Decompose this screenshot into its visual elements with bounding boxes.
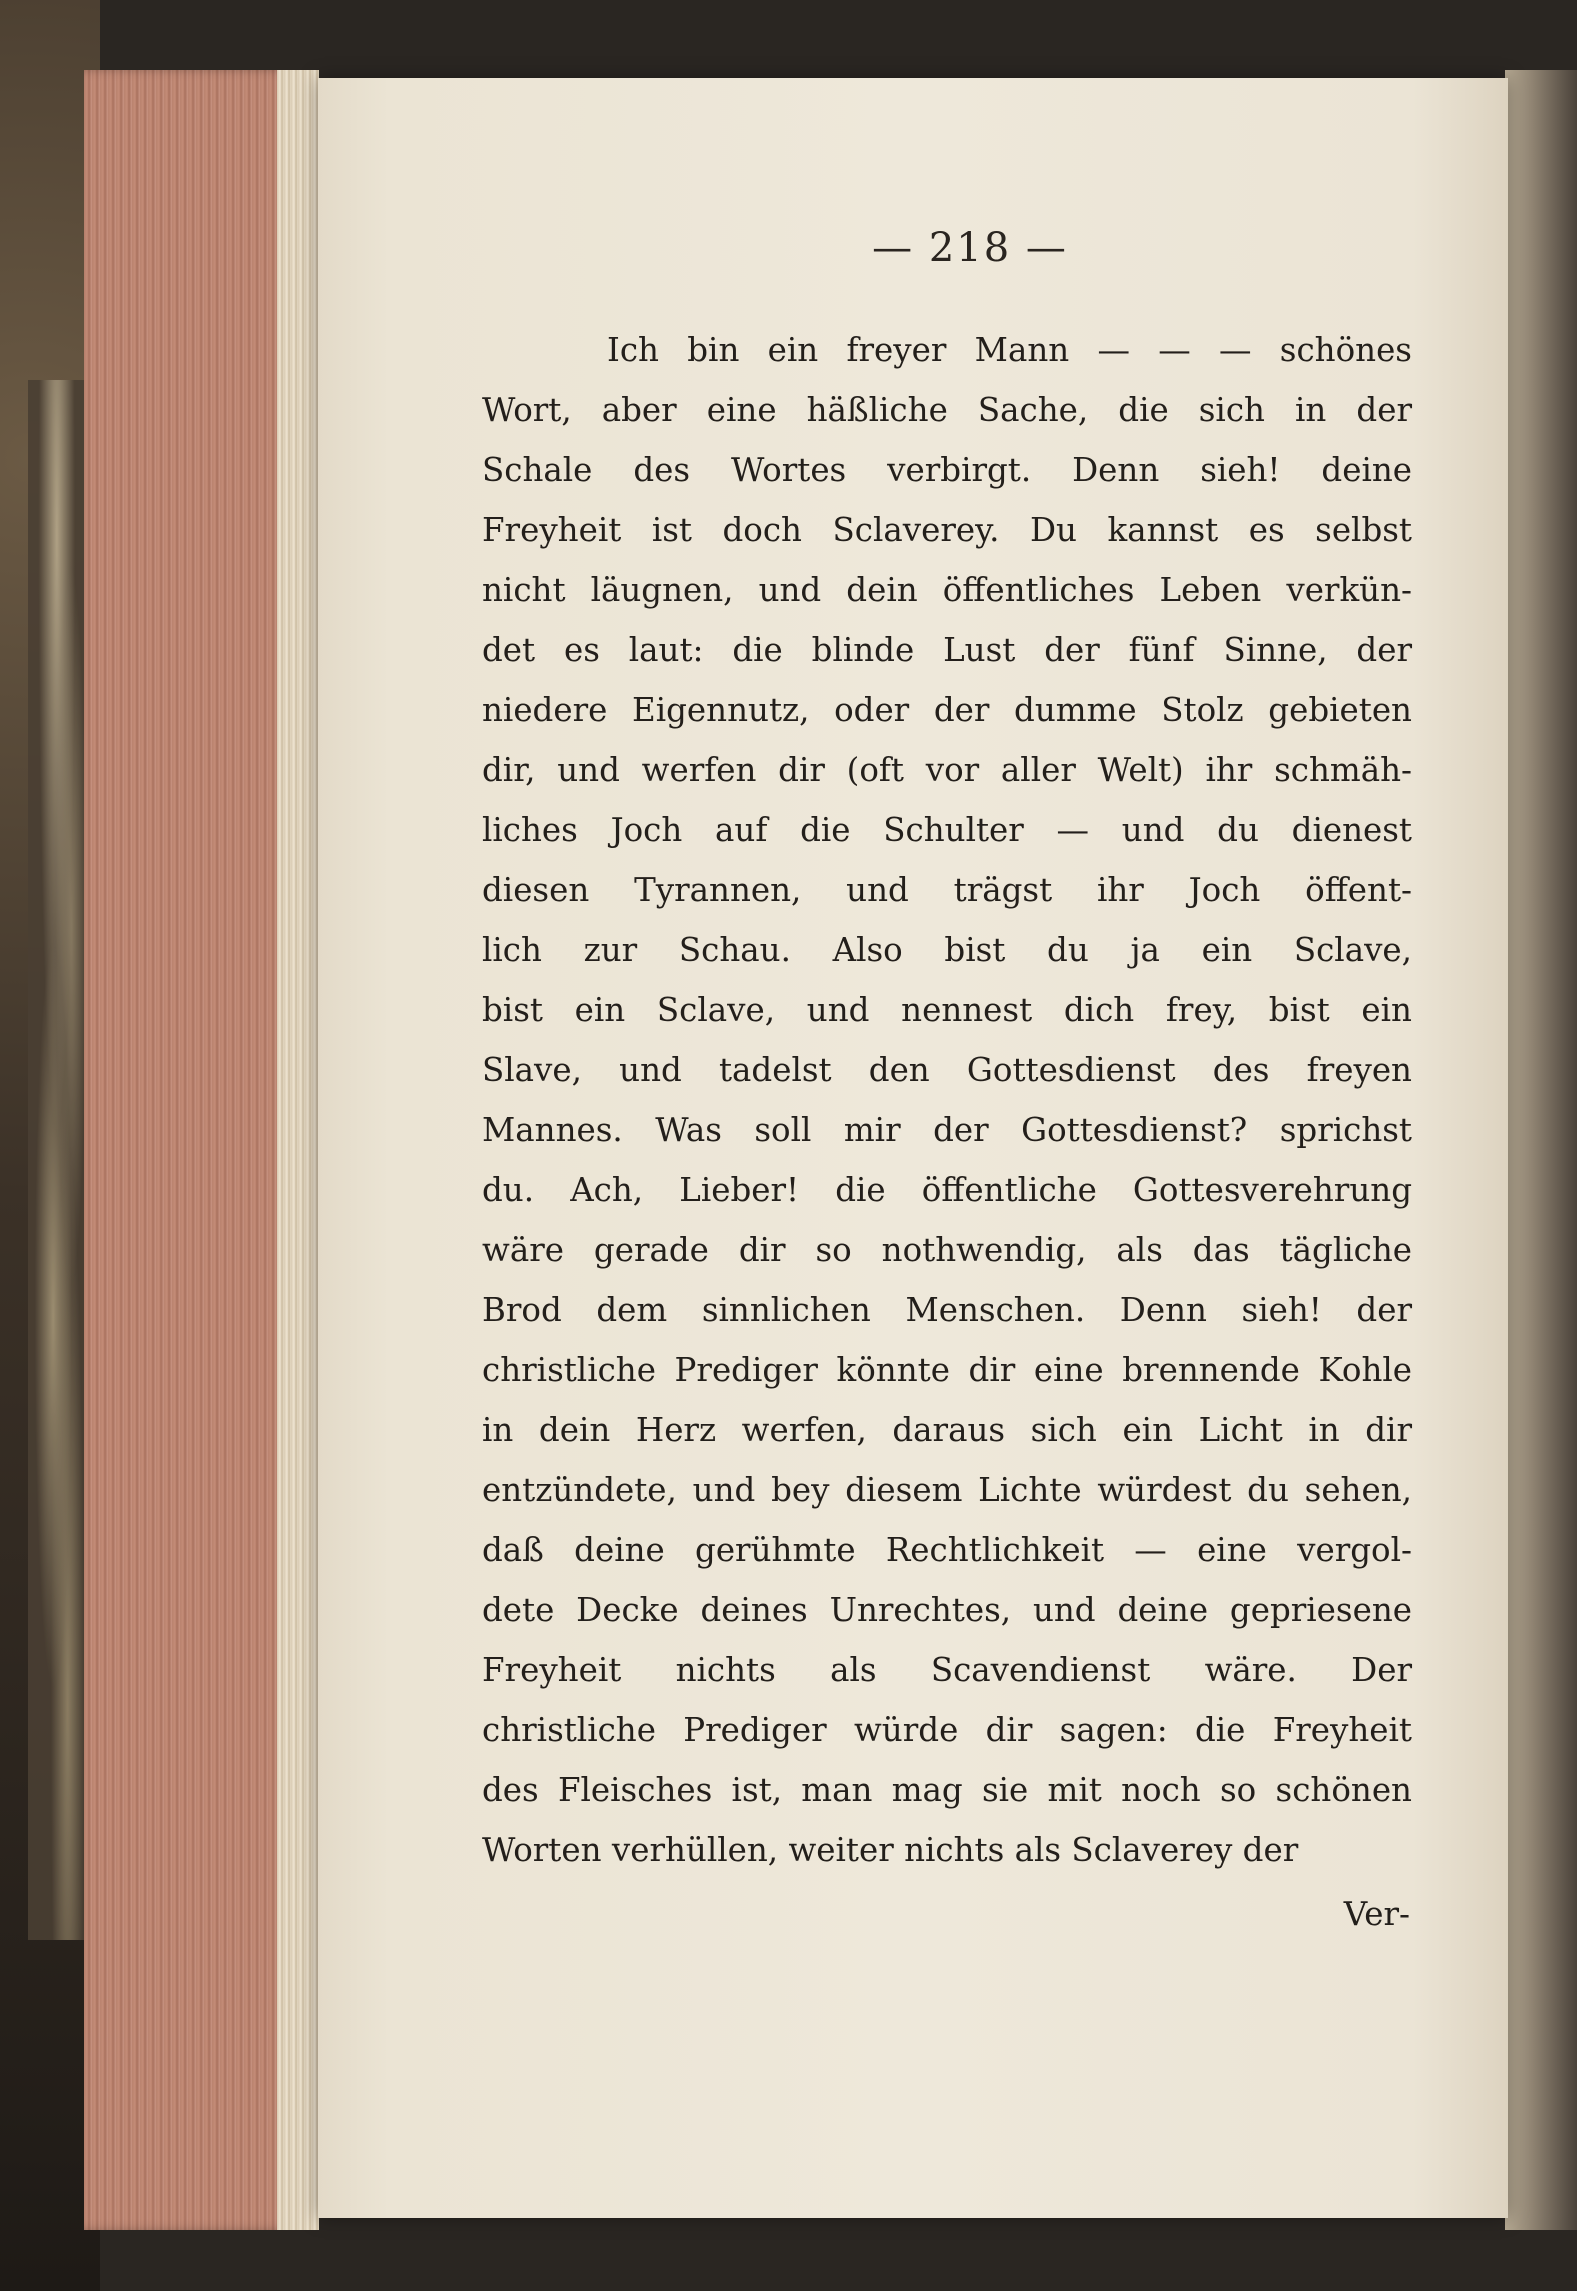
text-line: lich zur Schau. Also bist du ja ein Sclave, [482, 931, 1412, 969]
text-line: det es laut: die blinde Lust der fünf Sinne, der [482, 631, 1412, 669]
page-edges-inner [277, 70, 319, 2230]
text-line: Mannes. Was soll mir der Gottesdienst? sprichst [482, 1111, 1412, 1149]
text-line: daß deine gerühmte Rechtlichkeit — eine vergol- [482, 1531, 1412, 1569]
text-line: entzündete, und bey diesem Lichte würdest du sehen, [482, 1471, 1412, 1509]
book-gutter-right [1505, 70, 1577, 2230]
text-line: Brod dem sinnlichen Menschen. Denn sieh! der [482, 1291, 1412, 1329]
text-line: wäre gerade dir so nothwendig, als das tägliche [482, 1231, 1412, 1269]
text-line: diesen Tyrannen, und trägst ihr Joch öffent- [482, 871, 1412, 909]
page-number: — 218 — [872, 225, 1068, 271]
text-line: liches Joch auf die Schulter — und du dienest [482, 811, 1412, 849]
text-line: nicht läugnen, und dein öffentliches Leben verkün- [482, 571, 1412, 609]
text-line: christliche Prediger könnte dir eine brennende Kohle [482, 1351, 1412, 1389]
page-edges [84, 70, 319, 2230]
text-line: du. Ach, Lieber! die öffentliche Gottesverehrung [482, 1171, 1412, 1209]
text-line: dete Decke deines Unrechtes, und deine gepriesene [482, 1591, 1412, 1629]
text-line: des Fleisches ist, man mag sie mit noch so schönen [482, 1771, 1412, 1809]
catchword: Ver- [1343, 1895, 1410, 1933]
text-line: Worten verhüllen, weiter nichts als Sclaverey der [482, 1831, 1299, 1869]
text-line: niedere Eigennutz, oder der dumme Stolz gebieten [482, 691, 1412, 729]
text-line: bist ein Sclave, und nennest dich frey, bist ein [482, 991, 1412, 1029]
text-line: Wort, aber eine häßliche Sache, die sich in der [482, 391, 1412, 429]
text-line: in dein Herz werfen, daraus sich ein Licht in dir [482, 1411, 1412, 1449]
text-line: Freyheit ist doch Sclaverey. Du kannst es selbst [482, 511, 1412, 549]
text-line: Schale des Wortes verbirgt. Denn sieh! deine [482, 451, 1412, 489]
text-line: Ich bin ein freyer Mann — — — schönes [607, 331, 1412, 369]
text-line: Slave, und tadelst den Gottesdienst des freyen [482, 1051, 1412, 1089]
text-line: Freyheit nichts als Scavendienst wäre. Der [482, 1651, 1412, 1689]
text-line: christliche Prediger würde dir sagen: die Freyheit [482, 1711, 1412, 1749]
text-line: dir, und werfen dir (oft vor aller Welt) ihr schmäh- [482, 751, 1412, 789]
body-text [482, 320, 1412, 1880]
